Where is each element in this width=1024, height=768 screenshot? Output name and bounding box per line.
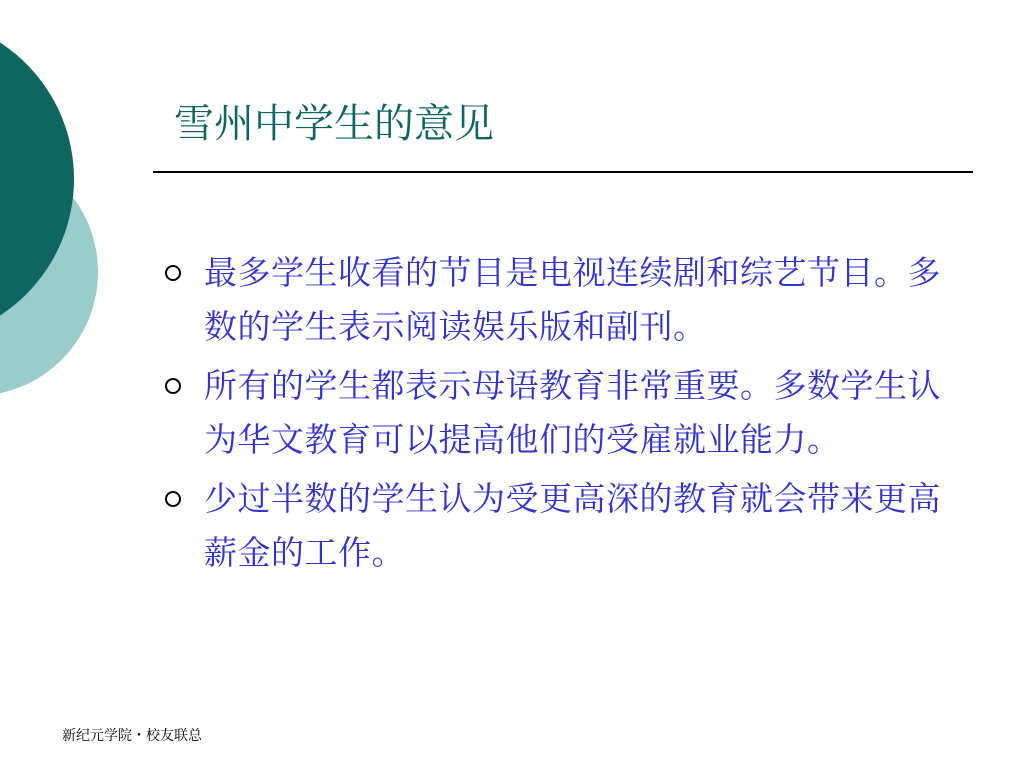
footer-text: 新纪元学院・校友联总 (62, 728, 202, 744)
bullet-text: 所有的学生都表示母语教育非常重要。多数学生认为华文教育可以提高他们的受雇就业能力。 (204, 366, 941, 459)
slide-title: 雪州中学生的意见 (174, 101, 494, 147)
bullet-item (162, 359, 982, 467)
hollow-circle-bullet-icon (162, 246, 204, 300)
title-underline (153, 171, 973, 173)
bullet-text: 少过半数的学生认为受更高深的教育就会带来更高薪金的工作。 (204, 479, 941, 572)
hollow-circle-bullet-icon (162, 472, 204, 526)
bullet-item (162, 472, 982, 580)
hollow-circle-bullet-icon (162, 359, 204, 413)
bullet-item (162, 246, 982, 354)
bullet-text: 最多学生收看的节目是电视连续剧和综艺节目。多数的学生表示阅读娱乐版和副刊。 (204, 253, 941, 346)
bullet-list (162, 246, 982, 585)
